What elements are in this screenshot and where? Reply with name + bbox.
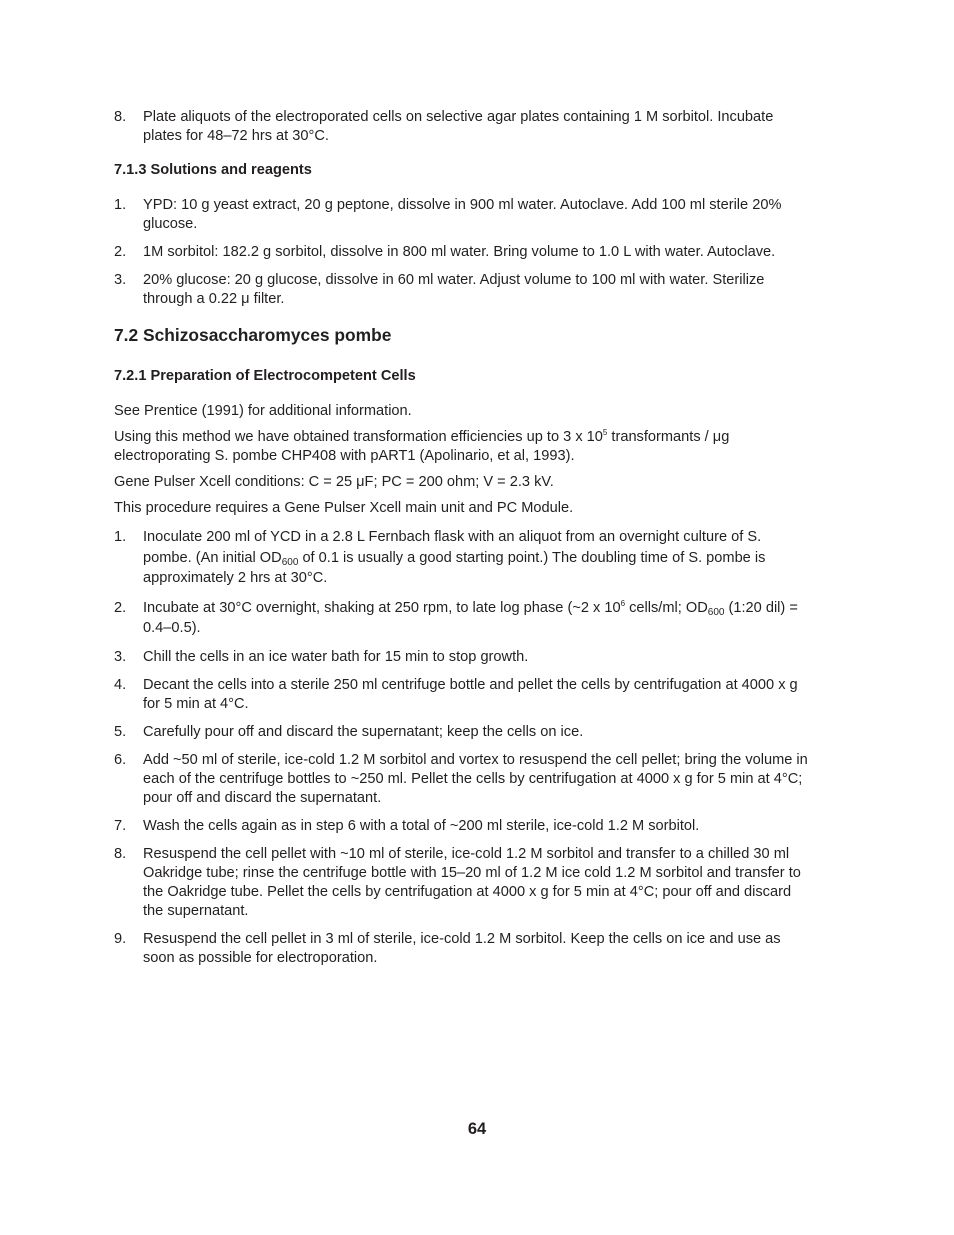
list-item (114, 598, 808, 639)
list-number: 8. (114, 845, 127, 862)
list-item (114, 243, 808, 262)
list-text: cells/ml; OD (625, 599, 708, 616)
paragraph-text: Using this method we have obtained transformation efficiencies up to 3 x 10 (114, 429, 603, 445)
section-heading-7-2-1: 7.2.1 Preparation of Electrocompetent Cells (114, 368, 416, 384)
paragraph: Gene Pulser Xcell conditions: C = 25 μF; PC = 200 ohm; V = 2.3 kV. (114, 474, 554, 490)
list-item (114, 930, 808, 968)
list-item (114, 108, 808, 146)
list-text: Chill the cells in an ice water bath for 15 min to stop growth. (143, 648, 529, 665)
list-text: Resuspend the cell pellet with ~10 ml of sterile, ice-cold 1.2 M sorbitol and transfer to a chilled 30 ml Oakridge tube; rinse the centrifuge bottle with 15–20 ml of 1.2 M ice cold 1.2 M sorbitol and transfer to the Oakridge tube. Pellet the cells by centrifugation at 4000 x g for 5 min at 4°C; pour off and discard the supernatant. (143, 845, 801, 919)
list-item (114, 648, 808, 667)
paragraph (114, 428, 808, 466)
list-text: YPD: 10 g yeast extract, 20 g peptone, dissolve in 900 ml water. Autoclave. Add 100 ml sterile 20% glucose. (143, 197, 782, 232)
list-text: Decant the cells into a sterile 250 ml centrifuge bottle and pellet the cells by centrifugation at 4000 x g for 5 min at 4°C. (143, 676, 798, 712)
list-number: 4. (114, 676, 127, 693)
list-number: 2. (114, 244, 127, 260)
list-item (114, 817, 808, 836)
list-text: Carefully pour off and discard the supernatant; keep the cells on ice. (143, 723, 584, 740)
paragraph: See Prentice (1991) for additional information. (114, 403, 412, 419)
paragraph-text: transformants / μg electroporating S. pombe CHP408 with pART1 (Apolinario, et al, 1993). (114, 429, 730, 464)
subscript: 600 (707, 606, 725, 618)
list-number: 3. (114, 648, 127, 665)
list-text: Plate aliquots of the electroporated cells on selective agar plates containing 1 M sorbitol. Incubate plates for 48–72 hrs at 30°C. (143, 109, 774, 144)
document-body (114, 108, 808, 977)
list-item (114, 751, 808, 808)
list-number: 9. (114, 930, 127, 947)
list-item (114, 723, 808, 742)
section-heading-7-1-3: 7.1.3 Solutions and reagents (114, 162, 312, 178)
list-text: of 0.1 is usually a good starting point.) The doubling time of S. pombe is approximately 2 hrs at 30°C. (143, 549, 766, 586)
list-number: 5. (114, 723, 127, 740)
paragraph: This procedure requires a Gene Pulser Xcell main unit and PC Module. (114, 500, 574, 516)
section-heading-7-2: 7.2 Schizosaccharomyces pombe (114, 325, 392, 345)
list-text: Inoculate 200 ml of YCD in a 2.8 L Fernbach flask with an aliquot from an overnight culture of S. pombe. (An initial OD (143, 529, 762, 566)
page-number: 64 (467, 1120, 487, 1138)
list-number: 2. (114, 599, 127, 616)
list-item (114, 676, 808, 714)
superscript: 5 (602, 428, 608, 437)
list-number: 6. (114, 751, 127, 768)
list-item (114, 845, 808, 921)
list-item (114, 271, 808, 309)
list-number: 3. (114, 272, 127, 288)
list-text: Add ~50 ml of sterile, ice-cold 1.2 M sorbitol and vortex to resuspend the cell pellet; bring the volume in each of the centrifuge bottles to ~250 ml. Pellet the cells by centrifugation at 4000 x g for 5 min at 4°C; pour off and discard the supernatant. (143, 751, 808, 806)
subscript: 600 (281, 556, 299, 568)
list-item (114, 527, 808, 589)
list-text: 20% glucose: 20 g glucose, dissolve in 60 ml water. Adjust volume to 100 ml with water. Sterilize through a 0.22 μ filter. (143, 272, 765, 307)
list-item (114, 196, 808, 234)
list-text: Incubate at 30°C overnight, shaking at 250 rpm, to late log phase (~2 x 10 (143, 599, 621, 616)
list-text: Wash the cells again as in step 6 with a total of ~200 ml sterile, ice-cold 1.2 M sorbitol. (143, 817, 700, 834)
list-text: Resuspend the cell pellet in 3 ml of sterile, ice-cold 1.2 M sorbitol. Keep the cells on ice and use as soon as possible for electroporation. (143, 930, 781, 966)
list-number: 1. (114, 197, 127, 213)
list-number: 7. (114, 817, 127, 834)
list-number: 8. (114, 109, 127, 125)
list-text: 1M sorbitol: 182.2 g sorbitol, dissolve in 800 ml water. Bring volume to 1.0 L with water. Autoclave. (143, 244, 776, 260)
list-text: (1:20 dil) = 0.4–0.5). (143, 599, 798, 636)
list-number: 1. (114, 529, 127, 545)
superscript: 6 (620, 598, 626, 608)
